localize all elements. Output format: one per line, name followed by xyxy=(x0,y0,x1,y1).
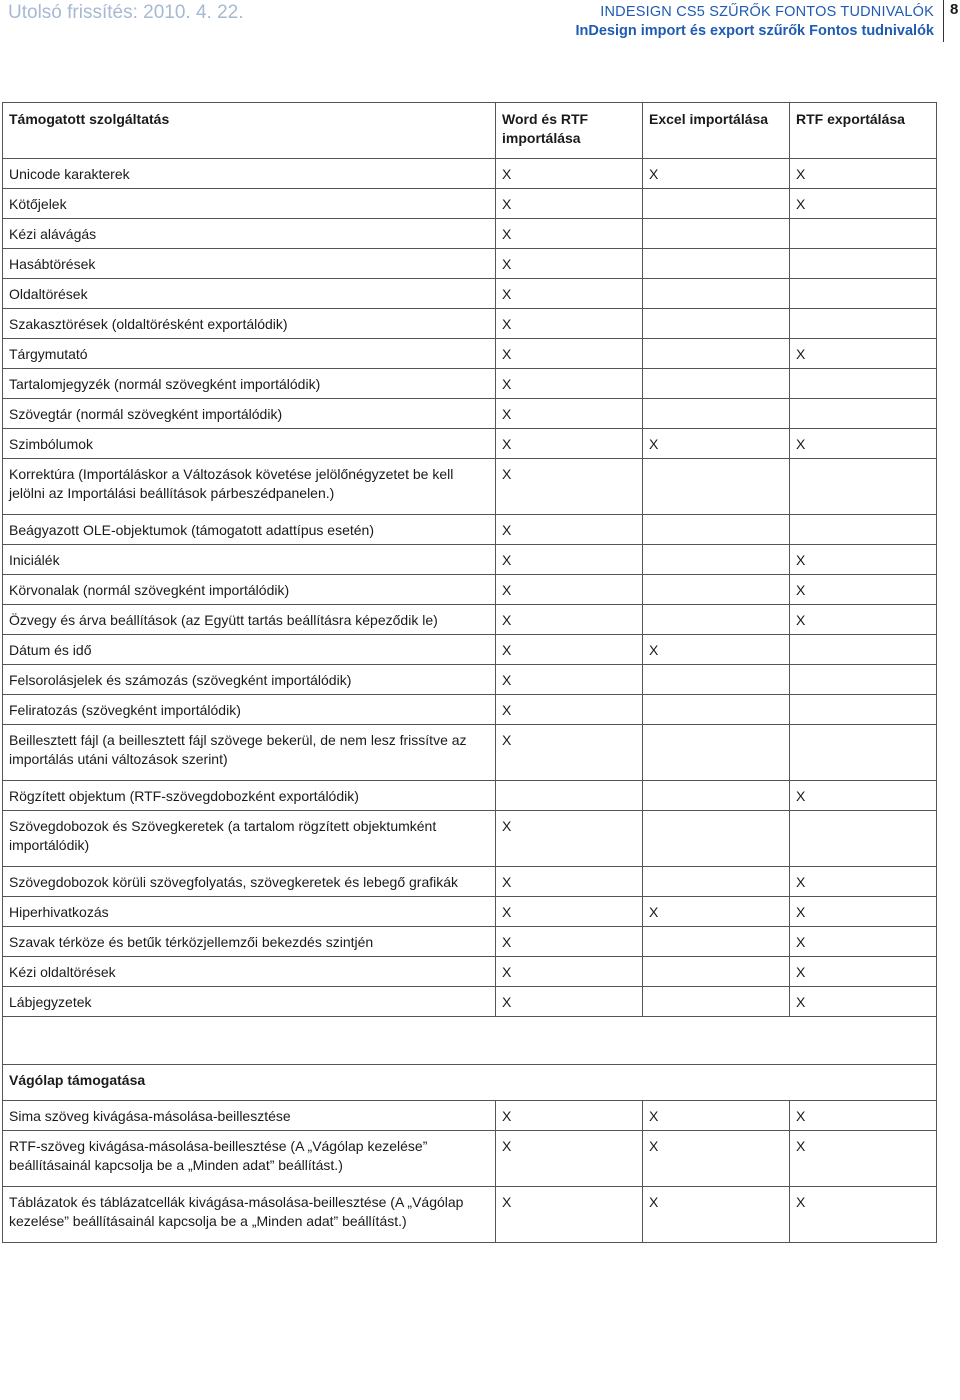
table-row xyxy=(3,189,937,219)
support-mark-cell: X xyxy=(496,635,643,665)
feature-cell: Iniciálék xyxy=(3,545,496,575)
support-mark-cell xyxy=(643,249,790,279)
support-mark-cell xyxy=(643,665,790,695)
feature-cell: Korrektúra (Importáláskor a Változások követése jelölőnégyzetet be kell jelölni az Importálási beállítások párbeszédpanelen.) xyxy=(3,459,496,515)
support-mark-cell xyxy=(790,249,937,279)
feature-cell: Szakasztörések (oldaltörésként exportálódik) xyxy=(3,309,496,339)
table-row xyxy=(3,219,937,249)
column-header: RTF exportálása xyxy=(790,103,937,159)
support-mark-cell: X xyxy=(496,957,643,987)
support-mark-cell: X xyxy=(790,781,937,811)
table-row xyxy=(3,399,937,429)
feature-cell: Szövegtár (normál szövegként importálódik) xyxy=(3,399,496,429)
support-mark-cell: X xyxy=(790,605,937,635)
support-mark-cell: X xyxy=(496,927,643,957)
support-mark-cell: X xyxy=(790,339,937,369)
support-mark-cell: X xyxy=(496,399,643,429)
feature-cell: Beillesztett fájl (a beillesztett fájl szövege bekerül, de nem lesz frissítve az importálás utáni változások szerint) xyxy=(3,725,496,781)
support-mark-cell: X xyxy=(496,249,643,279)
last-updated: Utolsó frissítés: 2010. 4. 22. xyxy=(8,2,244,23)
table-row xyxy=(3,575,937,605)
support-mark-cell: X xyxy=(643,1131,790,1187)
support-mark-cell xyxy=(790,695,937,725)
support-mark-cell xyxy=(496,781,643,811)
feature-cell: Özvegy és árva beállítások (az Együtt tartás beállításra képeződik le) xyxy=(3,605,496,635)
table-row xyxy=(3,339,937,369)
table-row xyxy=(3,1101,937,1131)
table-row xyxy=(3,429,937,459)
feature-cell: Sima szöveg kivágása-másolása-beillesztése xyxy=(3,1101,496,1131)
support-mark-cell xyxy=(643,459,790,515)
support-mark-cell xyxy=(643,515,790,545)
page-number-label: 8 xyxy=(950,1,959,18)
support-mark-cell xyxy=(643,369,790,399)
support-mark-cell: X xyxy=(790,927,937,957)
support-mark-cell xyxy=(643,811,790,867)
support-mark-cell xyxy=(790,515,937,545)
table-row xyxy=(3,459,937,515)
support-mark-cell: X xyxy=(643,897,790,927)
column-header: Excel importálása xyxy=(643,103,790,159)
feature-cell: Kézi alávágás xyxy=(3,219,496,249)
feature-cell: Dátum és idő xyxy=(3,635,496,665)
support-mark-cell: X xyxy=(790,897,937,927)
table-row xyxy=(3,957,937,987)
table-row xyxy=(3,897,937,927)
feature-cell: Kötőjelek xyxy=(3,189,496,219)
table-row xyxy=(3,545,937,575)
support-mark-cell: X xyxy=(643,635,790,665)
support-mark-cell: X xyxy=(790,545,937,575)
support-mark-cell: X xyxy=(496,369,643,399)
support-mark-cell: X xyxy=(496,309,643,339)
feature-cell: Lábjegyzetek xyxy=(3,987,496,1017)
support-mark-cell: X xyxy=(790,1101,937,1131)
feature-cell: Szavak térköze és betűk térközjellemzői bekezdés szintjén xyxy=(3,927,496,957)
support-mark-cell xyxy=(643,927,790,957)
support-mark-cell: X xyxy=(790,987,937,1017)
page-number xyxy=(943,0,960,42)
table-row xyxy=(3,695,937,725)
feature-cell: Szimbólumok xyxy=(3,429,496,459)
support-mark-cell: X xyxy=(790,429,937,459)
support-mark-cell: X xyxy=(790,159,937,189)
table-header-row xyxy=(3,103,937,159)
support-mark-cell: X xyxy=(496,279,643,309)
table-row xyxy=(3,515,937,545)
support-mark-cell: X xyxy=(496,665,643,695)
feature-cell: Beágyazott OLE-objektumok (támogatott adattípus esetén) xyxy=(3,515,496,545)
support-mark-cell xyxy=(790,811,937,867)
header-title-line2: InDesign import és export szűrők Fontos tudnivalók xyxy=(575,23,934,39)
support-mark-cell: X xyxy=(496,987,643,1017)
feature-cell: Táblázatok és táblázatcellák kivágása-másolása-beillesztése (A „Vágólap kezelése” beállításainál kapcsolja be a „Minden adat” beállítást.) xyxy=(3,1187,496,1243)
feature-cell: Szövegdobozok körüli szövegfolyatás, szövegkeretek és lebegő grafikák xyxy=(3,867,496,897)
table-row xyxy=(3,1187,937,1243)
table-row xyxy=(3,369,937,399)
support-mark-cell: X xyxy=(496,219,643,249)
support-mark-cell xyxy=(790,279,937,309)
support-mark-cell xyxy=(643,987,790,1017)
support-mark-cell xyxy=(643,695,790,725)
support-mark-cell: X xyxy=(496,575,643,605)
support-mark-cell xyxy=(643,867,790,897)
table-row xyxy=(3,635,937,665)
support-mark-cell: X xyxy=(496,695,643,725)
support-mark-cell: X xyxy=(643,1187,790,1243)
table-row xyxy=(3,605,937,635)
table-row xyxy=(3,781,937,811)
table-row xyxy=(3,159,937,189)
support-mark-cell xyxy=(790,309,937,339)
table-row xyxy=(3,1131,937,1187)
support-mark-cell: X xyxy=(790,1131,937,1187)
support-mark-cell: X xyxy=(496,811,643,867)
support-mark-cell xyxy=(643,957,790,987)
support-mark-cell: X xyxy=(790,867,937,897)
table-row xyxy=(3,867,937,897)
support-mark-cell xyxy=(790,725,937,781)
support-mark-cell xyxy=(790,219,937,249)
support-mark-cell xyxy=(643,605,790,635)
support-mark-cell: X xyxy=(496,429,643,459)
feature-cell: Tárgymutató xyxy=(3,339,496,369)
support-mark-cell xyxy=(790,635,937,665)
feature-cell: Felsorolásjelek és számozás (szövegként importálódik) xyxy=(3,665,496,695)
feature-cell: RTF-szöveg kivágása-másolása-beillesztése (A „Vágólap kezelése” beállításainál kapcsolja be a „Minden adat” beállítást.) xyxy=(3,1131,496,1187)
feature-cell: Tartalomjegyzék (normál szövegként importálódik) xyxy=(3,369,496,399)
support-mark-cell: X xyxy=(496,459,643,515)
feature-cell: Körvonalak (normál szövegként importálódik) xyxy=(3,575,496,605)
support-mark-cell: X xyxy=(790,575,937,605)
section-title: Vágólap támogatása xyxy=(3,1065,937,1101)
support-mark-cell: X xyxy=(496,339,643,369)
table-row xyxy=(3,725,937,781)
support-mark-cell: X xyxy=(496,1101,643,1131)
table-row xyxy=(3,811,937,867)
table-row xyxy=(3,665,937,695)
support-mark-cell: X xyxy=(790,957,937,987)
column-header: Word és RTF importálása xyxy=(496,103,643,159)
header-title-line1: INDESIGN CS5 SZŰRŐK FONTOS TUDNIVALÓK xyxy=(600,4,934,20)
support-mark-cell xyxy=(790,399,937,429)
support-mark-cell: X xyxy=(496,545,643,575)
column-header: Támogatott szolgáltatás xyxy=(3,103,496,159)
feature-cell: Szövegdobozok és Szövegkeretek (a tartalom rögzített objektumként importálódik) xyxy=(3,811,496,867)
spacer-cell xyxy=(3,1017,937,1065)
support-mark-cell: X xyxy=(496,189,643,219)
support-mark-cell: X xyxy=(496,1131,643,1187)
table-row xyxy=(3,249,937,279)
support-mark-cell: X xyxy=(790,1187,937,1243)
support-mark-cell xyxy=(643,279,790,309)
support-mark-cell: X xyxy=(496,605,643,635)
table-row xyxy=(3,927,937,957)
support-mark-cell: X xyxy=(643,1101,790,1131)
support-mark-cell: X xyxy=(496,867,643,897)
support-mark-cell: X xyxy=(496,725,643,781)
support-mark-cell: X xyxy=(496,515,643,545)
table-spacer-row xyxy=(3,1017,937,1065)
support-mark-cell xyxy=(643,575,790,605)
support-mark-cell: X xyxy=(643,429,790,459)
feature-cell: Oldaltörések xyxy=(3,279,496,309)
support-mark-cell: X xyxy=(790,189,937,219)
feature-cell: Kézi oldaltörések xyxy=(3,957,496,987)
support-mark-cell: X xyxy=(496,1187,643,1243)
support-mark-cell: X xyxy=(496,159,643,189)
feature-cell: Unicode karakterek xyxy=(3,159,496,189)
feature-support-table xyxy=(2,102,937,1243)
feature-cell: Rögzített objektum (RTF-szövegdobozként exportálódik) xyxy=(3,781,496,811)
support-mark-cell xyxy=(643,545,790,575)
feature-cell: Hasábtörések xyxy=(3,249,496,279)
table-row xyxy=(3,279,937,309)
support-mark-cell xyxy=(643,781,790,811)
support-mark-cell xyxy=(643,189,790,219)
support-mark-cell xyxy=(643,309,790,339)
support-mark-cell xyxy=(790,459,937,515)
page-header xyxy=(575,3,934,41)
support-mark-cell xyxy=(643,725,790,781)
feature-cell: Hiperhivatkozás xyxy=(3,897,496,927)
support-mark-cell: X xyxy=(643,159,790,189)
support-mark-cell xyxy=(790,369,937,399)
feature-cell: Feliratozás (szövegként importálódik) xyxy=(3,695,496,725)
table-row xyxy=(3,987,937,1017)
section-header-row xyxy=(3,1065,937,1101)
support-mark-cell: X xyxy=(496,897,643,927)
table-row xyxy=(3,309,937,339)
support-mark-cell xyxy=(790,665,937,695)
support-mark-cell xyxy=(643,219,790,249)
support-mark-cell xyxy=(643,399,790,429)
support-mark-cell xyxy=(643,339,790,369)
